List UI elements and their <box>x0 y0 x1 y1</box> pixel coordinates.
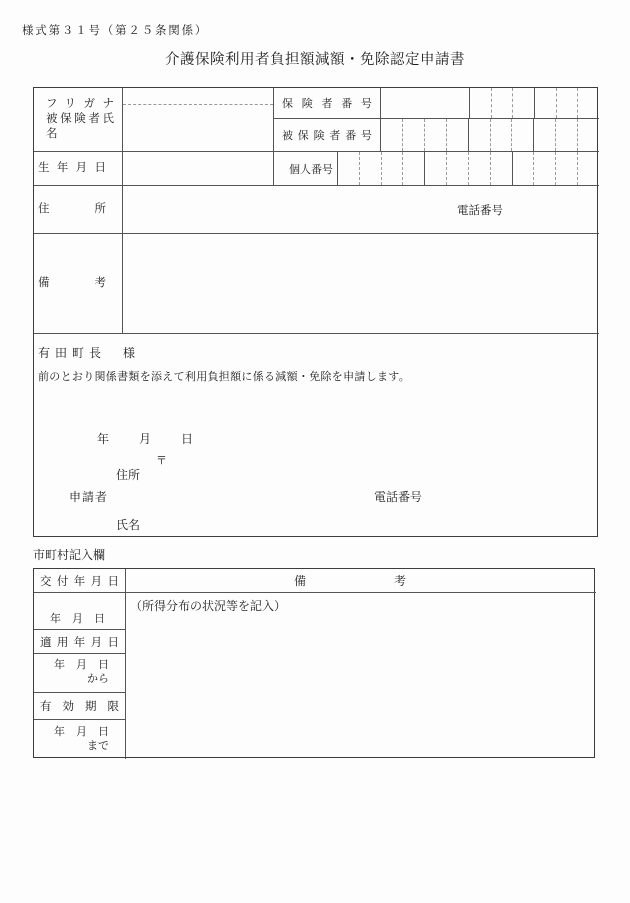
applicant-label: 申請者 <box>69 490 109 504</box>
remarks-header-cell <box>126 569 596 593</box>
from-label: から <box>87 673 109 685</box>
digit-box <box>534 88 556 118</box>
form-number: 様式第３１号（第２５条関係） <box>22 25 209 37</box>
insured-number-grid <box>381 119 599 152</box>
remarks-note: （所得分布の状況等を記入） <box>130 599 287 613</box>
applicable-date-line: 年 月 日 <box>54 659 109 672</box>
digit-box <box>555 152 577 185</box>
digit-box <box>424 119 446 151</box>
personal-number-label: 個人番号 <box>289 163 333 176</box>
remarks-entry-cell <box>123 234 599 334</box>
postal-mark: 〒 <box>156 455 167 467</box>
birth-date-entry-cell <box>123 152 274 186</box>
remarks-label-cell <box>34 234 123 334</box>
digit-box <box>577 152 599 185</box>
digit-box <box>359 152 381 185</box>
name-entry-cell <box>123 88 274 152</box>
digit-box <box>490 119 512 151</box>
digit-box <box>512 88 534 118</box>
application-statement: 前のとおり関係書類を添えて利用負担額に係る減額・免除を申請します。 <box>38 371 411 383</box>
valid-period-entry-cell <box>34 720 126 759</box>
applicable-date-label-cell <box>34 630 126 654</box>
furigana-name-divider <box>123 88 273 105</box>
phone-number-label: 電話番号 <box>457 204 503 217</box>
applicant-name-label: 氏名 <box>116 518 141 532</box>
address-label-cell <box>34 186 123 234</box>
digit-box <box>402 152 424 185</box>
insured-number-label-cell <box>274 119 381 152</box>
insured-name-label: 被保険者氏名 <box>46 113 114 140</box>
valid-until-date-line: 年 月 日 <box>54 725 109 738</box>
digit-box <box>381 152 403 185</box>
application-day-label: 日 <box>181 432 194 446</box>
digit-box <box>577 88 599 118</box>
form-title: 介護保険利用者負担額減額・免除認定申請書 <box>165 52 465 68</box>
applicant-address-label: 住所 <box>116 468 141 482</box>
addressee: 有田町長 <box>38 346 107 360</box>
valid-period-label: 有効期限 <box>40 701 119 713</box>
addressee-line <box>38 347 140 359</box>
insurer-number-label: 保険者番号 <box>282 98 372 110</box>
insurer-number-blank <box>381 88 470 118</box>
application-year-label: 年 <box>97 432 110 446</box>
furigana-name-label-cell <box>34 88 123 152</box>
digit-box <box>470 88 491 118</box>
birth-date-label: 生年月日 <box>38 162 106 174</box>
digit-box <box>491 88 513 118</box>
issue-date-label: 交付年月日 <box>40 575 119 588</box>
municipal-table <box>33 568 595 758</box>
remarks-header-left: 備 <box>294 574 307 588</box>
applicable-date-entry-cell <box>34 654 126 693</box>
insurer-number-grid <box>381 88 599 119</box>
digit-box <box>490 152 512 185</box>
digit-box <box>533 152 555 185</box>
personal-number-grid <box>338 152 599 186</box>
digit-box <box>556 88 578 118</box>
digit-box <box>468 119 490 151</box>
issue-date-line: 年 月 日 <box>50 613 105 626</box>
address-entry-cell <box>123 186 599 234</box>
addressee-honorific: 様 <box>123 346 141 360</box>
issue-date-header-cell <box>34 569 126 593</box>
digit-box <box>381 119 402 151</box>
digit-box <box>402 119 424 151</box>
furigana-label: フリガナ <box>46 98 114 110</box>
application-month-label: 月 <box>139 432 152 446</box>
digit-box <box>338 152 359 185</box>
digit-box <box>446 152 468 185</box>
digit-box <box>424 152 446 185</box>
municipal-remarks-cell <box>126 593 596 759</box>
digit-box <box>577 119 599 151</box>
digit-box <box>468 152 490 185</box>
applicable-date-label: 適用年月日 <box>40 636 119 649</box>
insured-info-table <box>33 87 598 537</box>
municipal-section-label: 市町村記入欄 <box>33 548 106 562</box>
applicant-phone-label: 電話番号 <box>374 490 423 504</box>
digit-box <box>533 119 555 151</box>
until-label: まで <box>87 739 109 752</box>
issue-date-entry-cell <box>34 593 126 630</box>
personal-number-label-cell <box>274 152 338 186</box>
digit-box <box>555 119 577 151</box>
remarks-label: 備考 <box>38 277 106 289</box>
application-block <box>34 334 599 538</box>
digit-box <box>446 119 468 151</box>
birth-date-label-cell <box>34 152 123 186</box>
address-label: 住所 <box>38 203 106 215</box>
valid-period-label-cell <box>34 693 126 720</box>
insurer-number-label-cell <box>274 88 381 119</box>
remarks-header-right: 考 <box>394 574 407 588</box>
insured-number-label: 被保険者番号 <box>282 130 372 142</box>
digit-box <box>511 119 533 151</box>
digit-box <box>512 152 534 185</box>
